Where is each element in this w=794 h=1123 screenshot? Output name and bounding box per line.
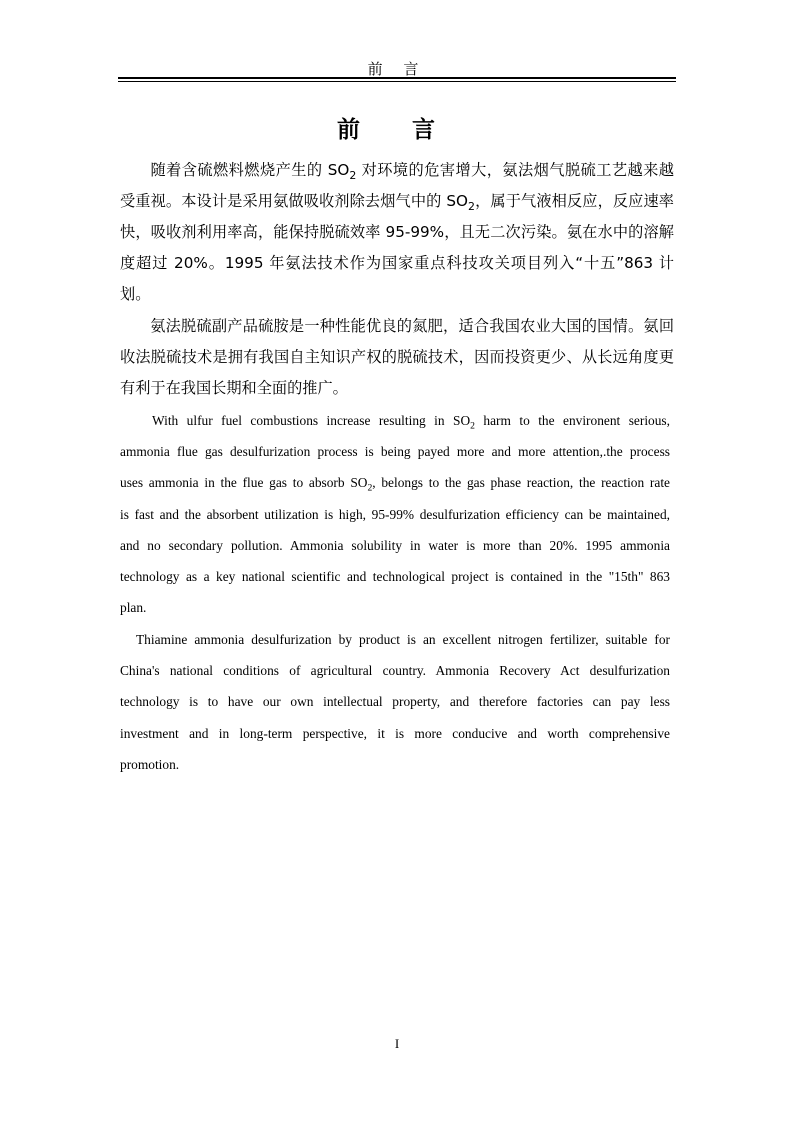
header-rule-thick — [118, 77, 676, 79]
zh-p2-text: 氨法脱硫副产品硫胺是一种性能优良的氮肥，适合我国农业大国的国情。氨回收法脱硫技术是拥有我国自主知识产权的脱硫技术，因而投资更少、从长远角度更有利于在我国长期和全面的推广。 — [120, 317, 674, 397]
chinese-paragraph-2 — [120, 311, 674, 404]
header-rule-thin — [118, 81, 676, 82]
english-paragraph-2: Thiamine ammonia desulfurization by product is an excellent nitrogen fertilizer, suitable for China's national conditions of agricultural country. Ammonia Recovery Act desulfurization technology is to have our own intellectual property, and therefore factories can pay less investment and in long-term perspective, it is more conducive and worth comprehensive promotion. — [120, 632, 670, 772]
en-p1-subscript-a: 2 — [470, 420, 475, 432]
en-p1-part-b: harm to the environent serious, ammonia flue gas desulfurization process is being payed more and more attention,.the process uses ammonia in the flue gas to absorb SO — [120, 413, 670, 491]
page-number: I — [394, 1036, 400, 1051]
en-p1-subscript-b: 2 — [367, 482, 373, 494]
zh-p1-part-b: 对环境的危害增大，氨法烟气脱硫工艺越来越受重视。本设计是采用氨做吸收剂除去烟气中的 SO — [120, 161, 674, 210]
zh-p1-subscript-a: 2 — [349, 168, 357, 182]
zh-p1-part-c: ，属于气液相反应，反应速率快，吸收剂利用率高，能保持脱硫效率 95-99%，且无二次污染。氨在水中的溶解度超过 20%。1995 年氨法技术作为国家重点科技攻关项目列入“十五”863 计划。 — [120, 192, 674, 303]
zh-p1-subscript-b: 2 — [468, 199, 475, 213]
chinese-paragraph-1 — [120, 155, 674, 310]
english-paragraph-1 — [120, 405, 670, 623]
zh-p1-part-a: 随着含硫燃料燃烧产生的 SO — [150, 161, 350, 179]
page-title: 前 言 — [336, 117, 457, 143]
en-p1-part-a: With ulfur fuel combustions increase resulting in SO — [152, 413, 471, 428]
running-header: 前 言 — [367, 60, 427, 78]
en-p1-part-c: , belongs to the gas phase reaction, the reaction rate is fast and the absorbent utilization is high, 95-99% desulfurization efficiency can be maintained, and no secondary pollution. Ammonia solubility in water is more than 20%. 1995 ammonia technology as a key national scientific and technological project is contained in the "15th" 863 plan. — [120, 475, 670, 616]
